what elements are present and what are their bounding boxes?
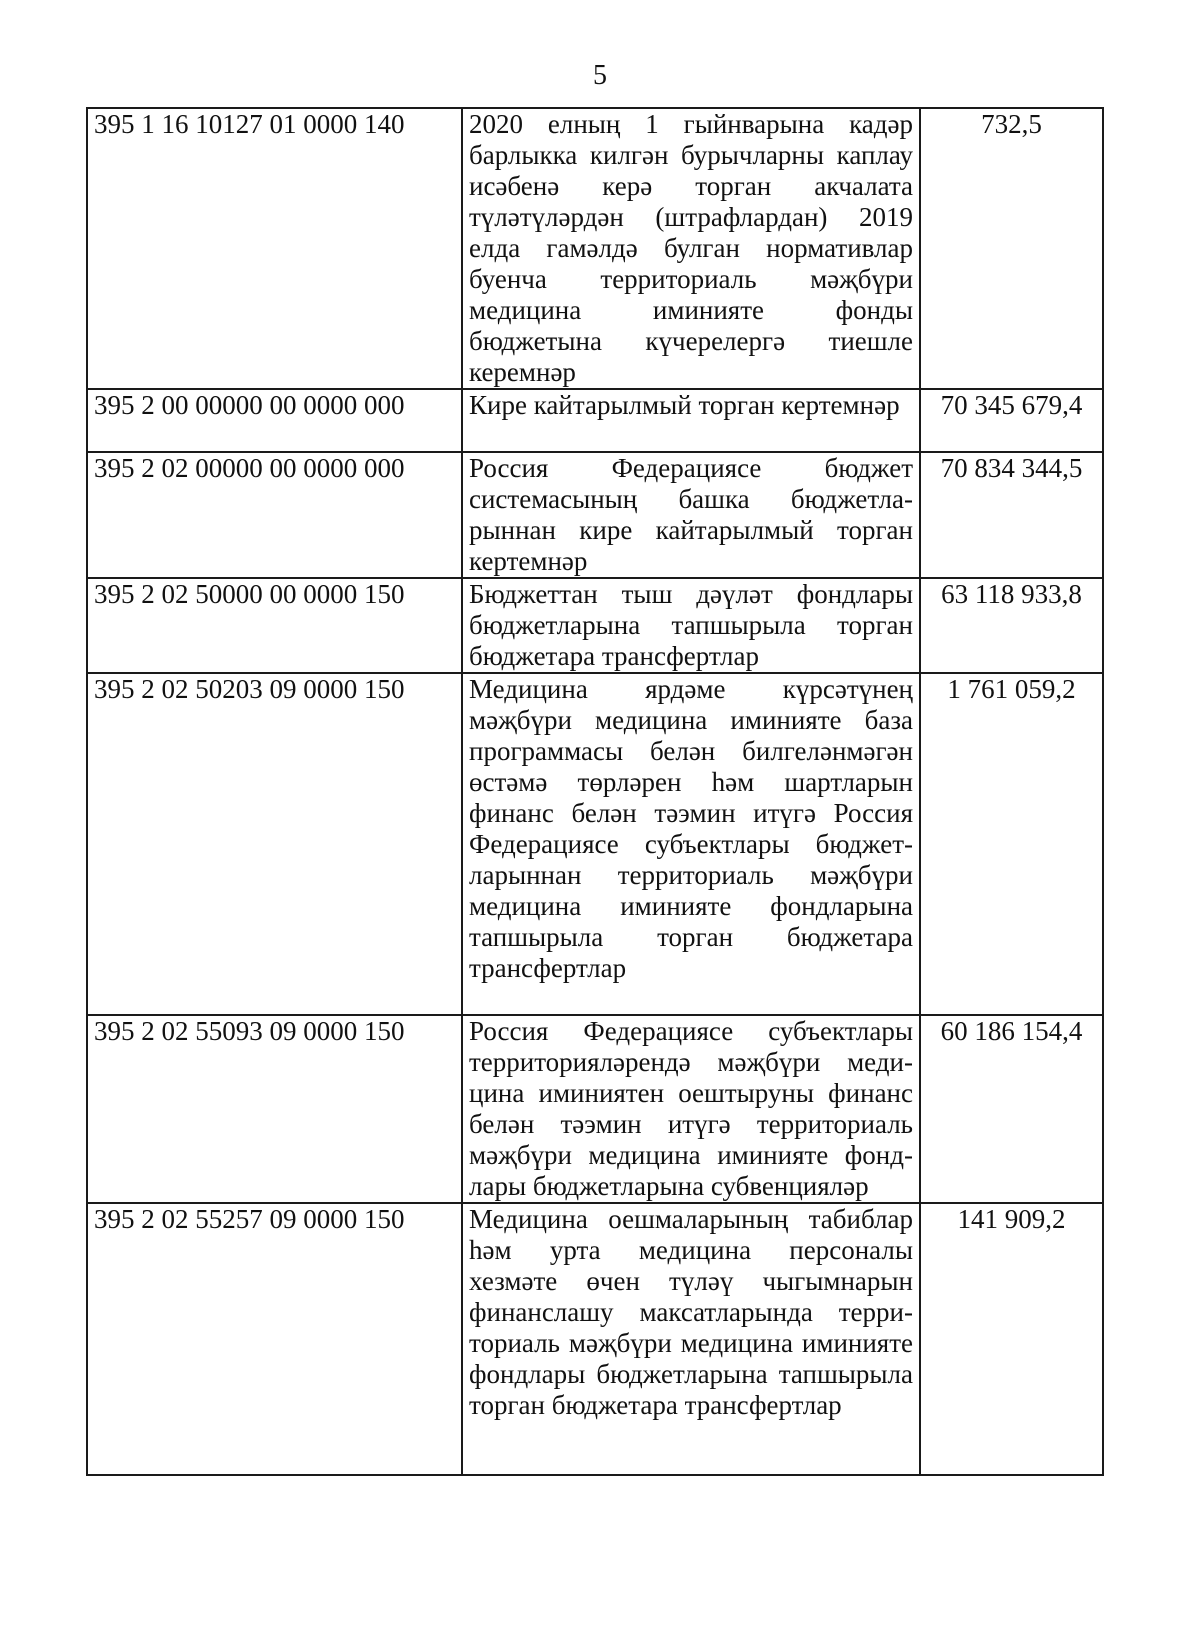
budget-code-cell: 395 2 02 55257 09 0000 150: [87, 1203, 462, 1475]
revenue-description-cell: Бюджеттан тыш дәүләт фондлары бюджетларына тапшырыла торган бюджетара трансфертлар: [462, 578, 920, 673]
table-row: [87, 452, 1103, 578]
amount-cell: 70 345 679,4: [920, 389, 1103, 452]
budget-code-cell: 395 2 02 55093 09 0000 150: [87, 1015, 462, 1203]
table-row: [87, 108, 1103, 389]
amount-cell: 141 909,2: [920, 1203, 1103, 1475]
budget-code-cell: 395 2 02 00000 00 0000 000: [87, 452, 462, 578]
amount-cell: 732,5: [920, 108, 1103, 389]
amount-cell: 70 834 344,5: [920, 452, 1103, 578]
page-number: 5: [593, 60, 607, 91]
revenue-description-cell: 2020 елның 1 гыйнварына кадәр барлыкка килгән бурычларны каплау исәбенә керә торган акчалата түләтүләрдән (штрафлардан) 2019 елда гамәлдә булган нормативлар буенча территориаль мәҗбүри медицина иминияте фонды бюджетына күчерелергә тиешле керемнәр: [462, 108, 920, 389]
revenue-description-cell: Россия Федерациясе субъектлары территорияләрендә мәҗбүри медицина иминиятен оештыруны финанс белән тәэмин итүгә территориаль мәҗбүри медицина иминияте фондлары бюджетларына субвенцияләр: [462, 1015, 920, 1203]
budget-code-cell: 395 2 00 00000 00 0000 000: [87, 389, 462, 452]
table-row: [87, 1203, 1103, 1475]
table-row: [87, 673, 1103, 1015]
budget-code-cell: 395 2 02 50203 09 0000 150: [87, 673, 462, 1015]
amount-cell: 63 118 933,8: [920, 578, 1103, 673]
table-row: [87, 389, 1103, 452]
table-row: [87, 578, 1103, 673]
amount-cell: 60 186 154,4: [920, 1015, 1103, 1203]
table-row: [87, 1015, 1103, 1203]
amount-cell: 1 761 059,2: [920, 673, 1103, 1015]
budget-code-cell: 395 2 02 50000 00 0000 150: [87, 578, 462, 673]
budget-revenue-table: [86, 107, 1104, 1476]
revenue-description-cell: Медицина ярдәме күрсәтүнең мәҗбүри медицина иминияте база программасы белән билгеләнмәгән өстәмә төрләрен һәм шартларын финанс белән тәэмин итүгә Россия Федерациясе субъектлары бюджетларыннан территориаль мәҗбүри медицина иминияте фондларына тапшырыла торган бюджетара трансфертлар: [462, 673, 920, 1015]
revenue-description-cell: Медицина оешмаларының табиблар һәм урта медицина персоналы хезмәте өчен түләү чыгымнарын финанслашу максатларында территориаль мәҗбүри медицина иминияте фондлары бюджетларына тапшырыла торган бюджетара трансфертлар: [462, 1203, 920, 1475]
revenue-description-cell: Кире кайтарылмый торган кертемнәр: [462, 389, 920, 452]
budget-code-cell: 395 1 16 10127 01 0000 140: [87, 108, 462, 389]
revenue-description-cell: Россия Федерациясе бюджет системасының башка бюджетларыннан кире кайтарылмый торган кертемнәр: [462, 452, 920, 578]
